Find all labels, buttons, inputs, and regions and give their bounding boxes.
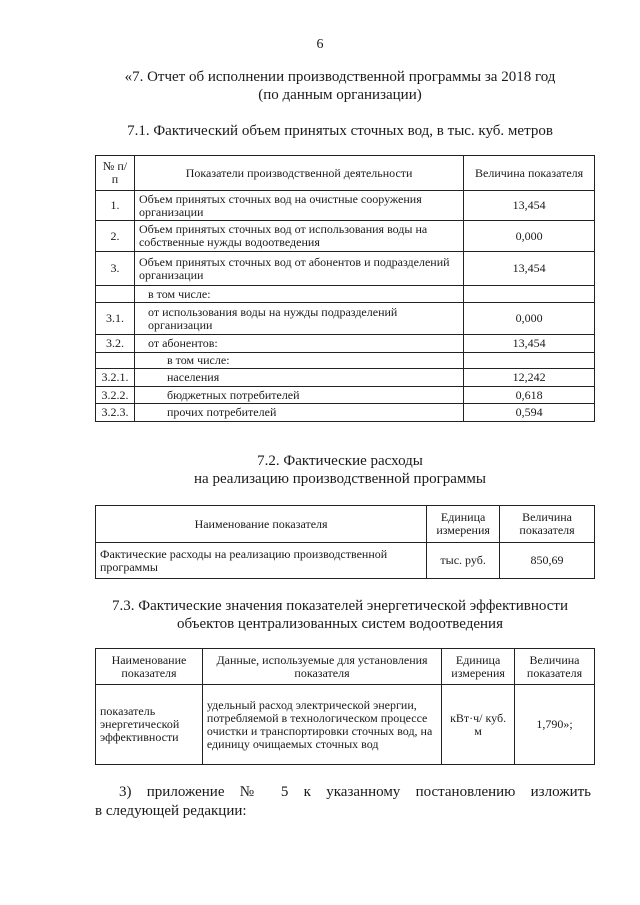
table-row [96,353,595,369]
row-num: 3.2. [96,335,135,353]
section-7-3-title-line2: объектов централизованных систем водоотведения [176,616,503,632]
table-row [96,387,595,404]
row-num: 3.1. [96,303,135,335]
section-7-2-title-line2: на реализацию производственной программы [194,471,486,487]
header-value: Величина показателя [464,156,595,191]
row-name: прочих потребителей [134,404,463,422]
table-header-row [96,649,595,685]
section-7-2-title [60,452,620,488]
header-indicator: Показатели производственной деятельности [134,156,463,191]
row-name: от абонентов: [134,335,463,353]
row-num [96,353,135,369]
section-7-3-title [60,597,620,633]
header-unit: Единица измерения [427,506,500,543]
row-name: в том числе: [134,353,463,369]
header-value: Величина показателя [515,649,595,685]
row-value: 1,790»; [515,685,595,765]
table-row [96,221,595,252]
section-7-title-line2: (по данным организации) [258,87,422,103]
table-row [96,543,595,579]
row-name: показатель энергетической эффективности [96,685,203,765]
header-num: № п/п [96,156,135,191]
row-unit: кВт·ч/ куб. м [442,685,515,765]
row-num: 3. [96,252,135,286]
row-num: 3.2.3. [96,404,135,422]
header-data: Данные, используемые для установления показателя [202,649,441,685]
row-num: 3.2.2. [96,387,135,404]
row-value: 0,594 [464,404,595,422]
section-7-1-title: 7.1. Фактический объем принятых сточных вод, в тыс. куб. метров [127,123,553,139]
row-name: Фактические расходы на реализацию производственной программы [96,543,427,579]
header-value: Величина показателя [500,506,595,543]
row-name: бюджетных потребителей [134,387,463,404]
row-value: 13,454 [464,191,595,221]
row-value: 0,000 [464,221,595,252]
amendment-line1: 3) приложение № 5 к указанному постановлению изложить [119,784,591,800]
amendment-paragraph [95,783,591,821]
table-row [96,303,595,335]
table-row [96,191,595,221]
row-num: 3.2.1. [96,369,135,387]
section-7-title-line1: «7. Отчет об исполнении производственной программы за 2018 год [124,69,556,85]
row-name: Объем принятых сточных вод от абонентов и подразделений организации [134,252,463,286]
row-name: населения [134,369,463,387]
table-header-row [96,506,595,543]
row-name: от использования воды на нужды подразделений организации [134,303,463,335]
row-value: 0,618 [464,387,595,404]
section-7-title [60,68,620,104]
table-row [96,286,595,303]
table-energy-efficiency [95,648,595,765]
row-unit: тыс. руб. [427,543,500,579]
amendment-line2: в следующей редакции: [95,803,247,819]
row-value: 0,000 [464,303,595,335]
header-indicator-name: Наименование показателя [96,506,427,543]
row-value: 13,454 [464,335,595,353]
table-row [96,404,595,422]
section-7-2-title-line1: 7.2. Фактические расходы [257,453,423,469]
row-name: в том числе: [134,286,463,303]
row-value [464,353,595,369]
row-value [464,286,595,303]
row-name: Объем принятых сточных вод на очистные сооружения организации [134,191,463,221]
row-value: 13,454 [464,252,595,286]
table-row [96,685,595,765]
table-row [96,335,595,353]
table-row [96,252,595,286]
row-num: 2. [96,221,135,252]
row-value: 12,242 [464,369,595,387]
header-unit: Единица измерения [442,649,515,685]
section-7-3-title-line1: 7.3. Фактические значения показателей энергетической эффективности [112,598,568,614]
row-num [96,286,135,303]
page-number: 6 [316,37,324,52]
table-row [96,369,595,387]
row-value: 850,69 [500,543,595,579]
row-data: удельный расход электрической энергии, потребляемой в технологическом процессе очистки и транспортировки сточных вод, на единицу очищаемых сточных вод [202,685,441,765]
row-name: Объем принятых сточных вод от использования воды на собственные нужды водоотведения [134,221,463,252]
table-expenses [95,505,595,579]
table-header-row [96,156,595,191]
header-indicator-name: Наименование показателя [96,649,203,685]
row-num: 1. [96,191,135,221]
table-wastewater-volume [95,155,595,422]
